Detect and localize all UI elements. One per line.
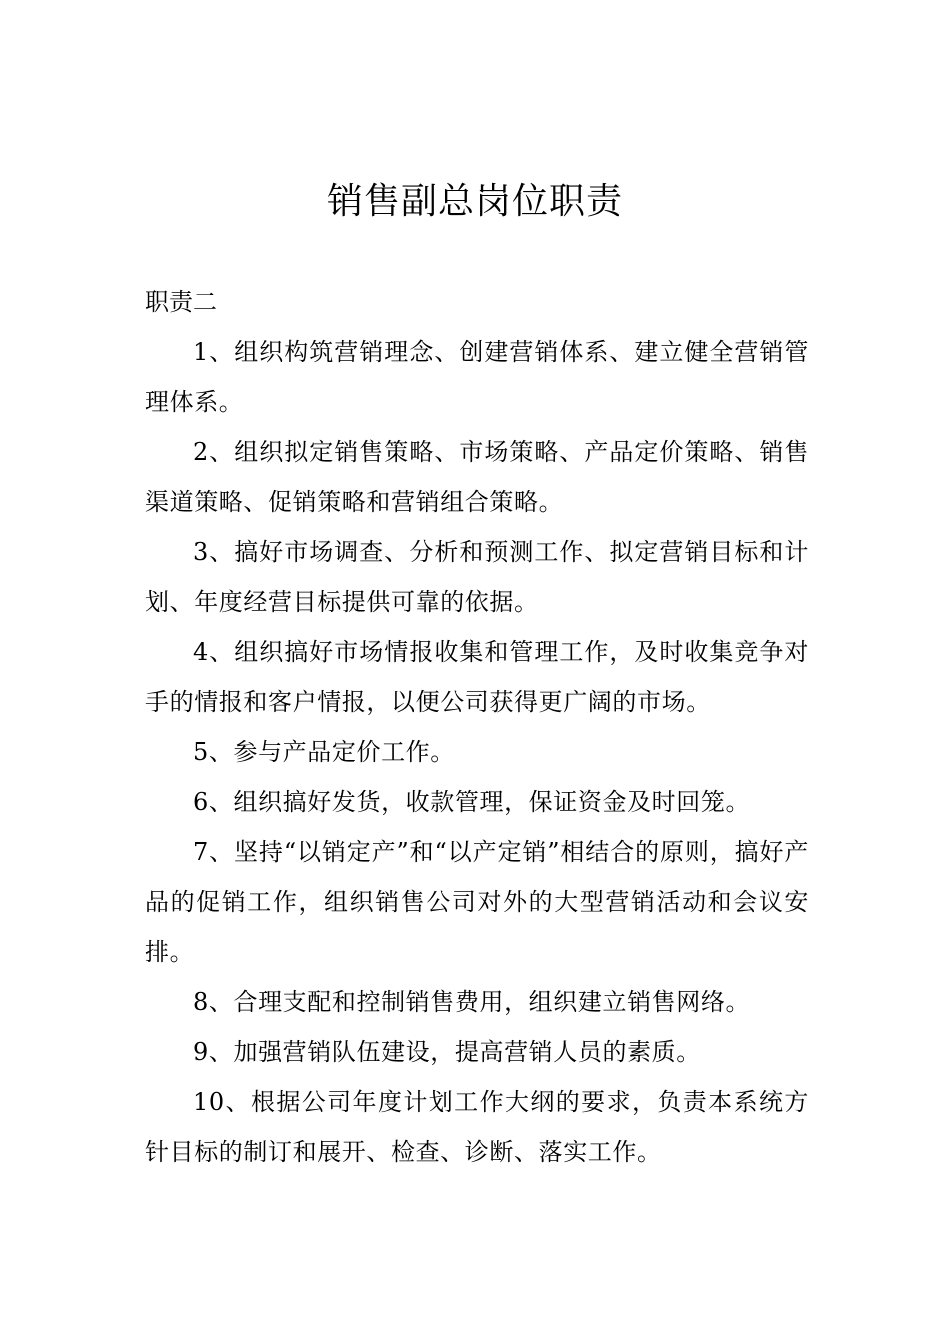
duty-item-4: 4、组织搞好市场情报收集和管理工作，及时收集竞争对手的情报和客户情报，以便公司获得更广阔的市场。 — [145, 638, 809, 716]
duty-item-10: 10、根据公司年度计划工作大纲的要求，负责本系统方针目标的制订和展开、检查、诊断、落实工作。 — [145, 1088, 809, 1166]
duty-item-1: 1、组织构筑营销理念、创建营销体系、建立健全营销管理体系。 — [145, 338, 809, 416]
document-body — [145, 277, 809, 1177]
section-label: 职责二 — [145, 288, 217, 316]
duty-item-8: 8、合理支配和控制销售费用，组织建立销售网络。 — [193, 988, 751, 1016]
duty-item-5: 5、参与产品定价工作。 — [193, 738, 455, 766]
duty-item-9: 9、加强营销队伍建设，提高营销人员的素质。 — [193, 1038, 701, 1066]
duty-item-7: 7、坚持“以销定产”和“以产定销”相结合的原则，搞好产品的促销工作，组织销售公司对外的大型营销活动和会议安排。 — [145, 838, 809, 966]
duty-item-2: 2、组织拟定销售策略、市场策略、产品定价策略、销售渠道策略、促销策略和营销组合策略。 — [145, 438, 809, 516]
duty-list — [145, 327, 809, 1177]
duty-item-3: 3、搞好市场调查、分析和预测工作、拟定营销目标和计划、年度经营目标提供可靠的依据。 — [145, 538, 809, 616]
duty-item-6: 6、组织搞好发货，收款管理，保证资金及时回笼。 — [193, 788, 751, 816]
page-title: 销售副总岗位职责 — [326, 181, 623, 222]
